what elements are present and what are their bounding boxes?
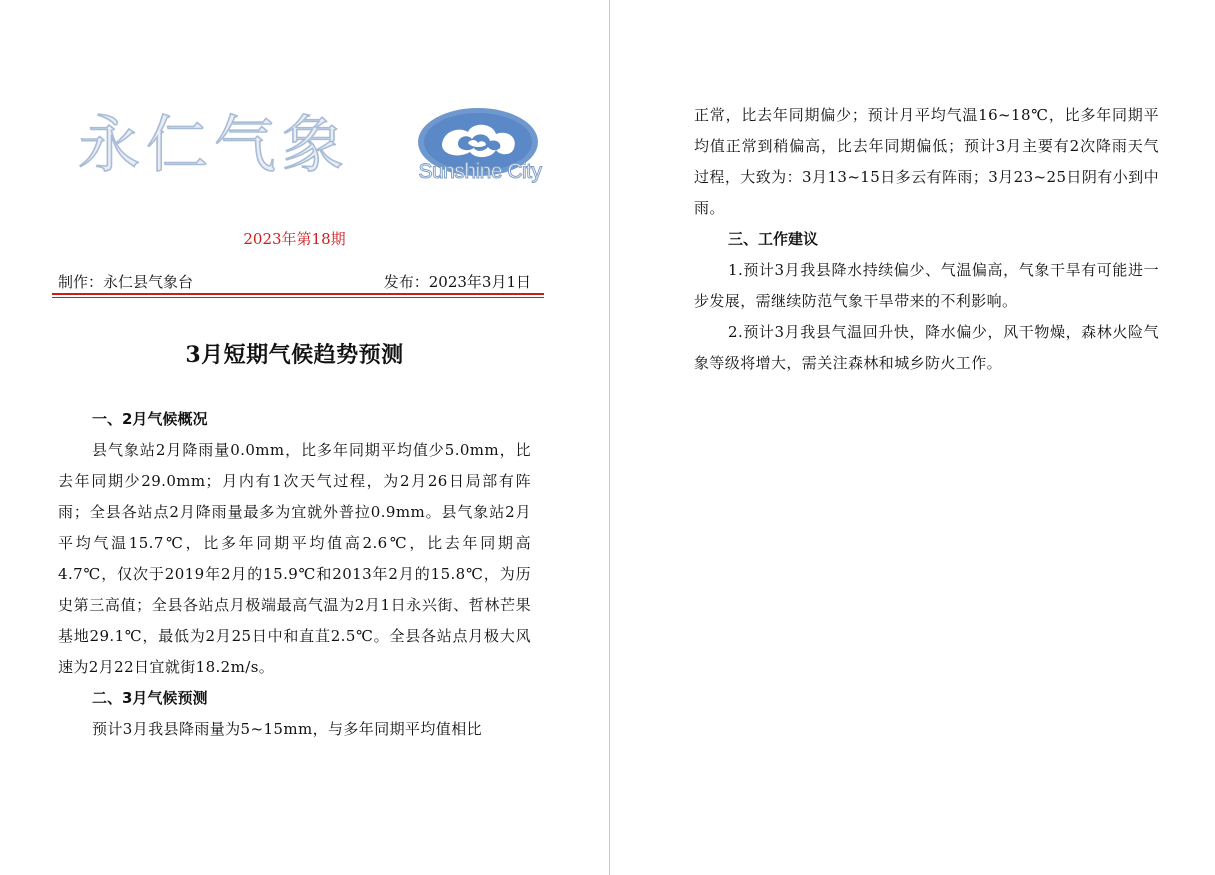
section-heading-2: 二、3月气候预测 [92,689,208,707]
section-1-paragraph: 县气象站2月降雨量0.0mm，比多年同期平均值少5.0mm，比去年同期少29.0mm；月内有1次天气过程，为2月26日局部有阵雨；全县各站点2月降雨量最多为宜就外普拉0.9mm。县气象站2月平均气温15.7℃，比多年同期平均值高2.6℃，比去年同期高4.7℃，仅次于2019年2月的15.9℃和2013年2月的15.8℃，为历史第三高值；全县各站点月极端最高气温为2月1日永兴街、哲林芒果基地29.1℃，最低为2月25日中和直苴2.5℃。全县各站点月极大风速为2月22日宜就街18.2m/s。 [58,441,531,676]
body-right-column [694,100,1159,379]
masthead-title: 永仁气象 [78,108,351,181]
section-3-paragraph-2: 2.预计3月我县气温回升快，降水偏少，风干物燥，森林火险气象等级将增大，需关注森林和城乡防火工作。 [694,323,1159,372]
body-left-column [58,404,531,745]
document-title: 3月短期气候趋势预测 [185,342,404,368]
masthead [78,100,548,195]
header-rule-thick [52,293,544,295]
issue-number: 2023年第18期 [243,230,346,248]
section-heading-3: 三、工作建议 [728,230,819,248]
release-date: 发布：2023年3月1日 [383,273,531,291]
section-2-paragraph-continued: 正常，比去年同期偏少；预计月平均气温16~18℃，比多年同期平均值正常到稍偏高，比去年同期偏低；预计3月主要有2次降雨天气过程，大致为：3月13~15日多云有阵雨；3月23~25日阴有小到中雨。 [694,106,1159,217]
section-2-paragraph-start: 预计3月我县降雨量为5~15mm，与多年同期平均值相比 [92,720,482,738]
meta-row [58,271,531,292]
header-rule-thin [52,297,544,298]
masthead-logo-text: Sunshine City [418,160,542,183]
section-heading-1: 一、2月气候概况 [92,410,208,428]
section-3-paragraph-1: 1.预计3月我县降水持续偏少、气温偏高，气象干旱有可能进一步发展，需继续防范气象干旱带来的不利影响。 [694,261,1159,310]
producer-label: 制作：永仁县气象台 [58,273,194,291]
